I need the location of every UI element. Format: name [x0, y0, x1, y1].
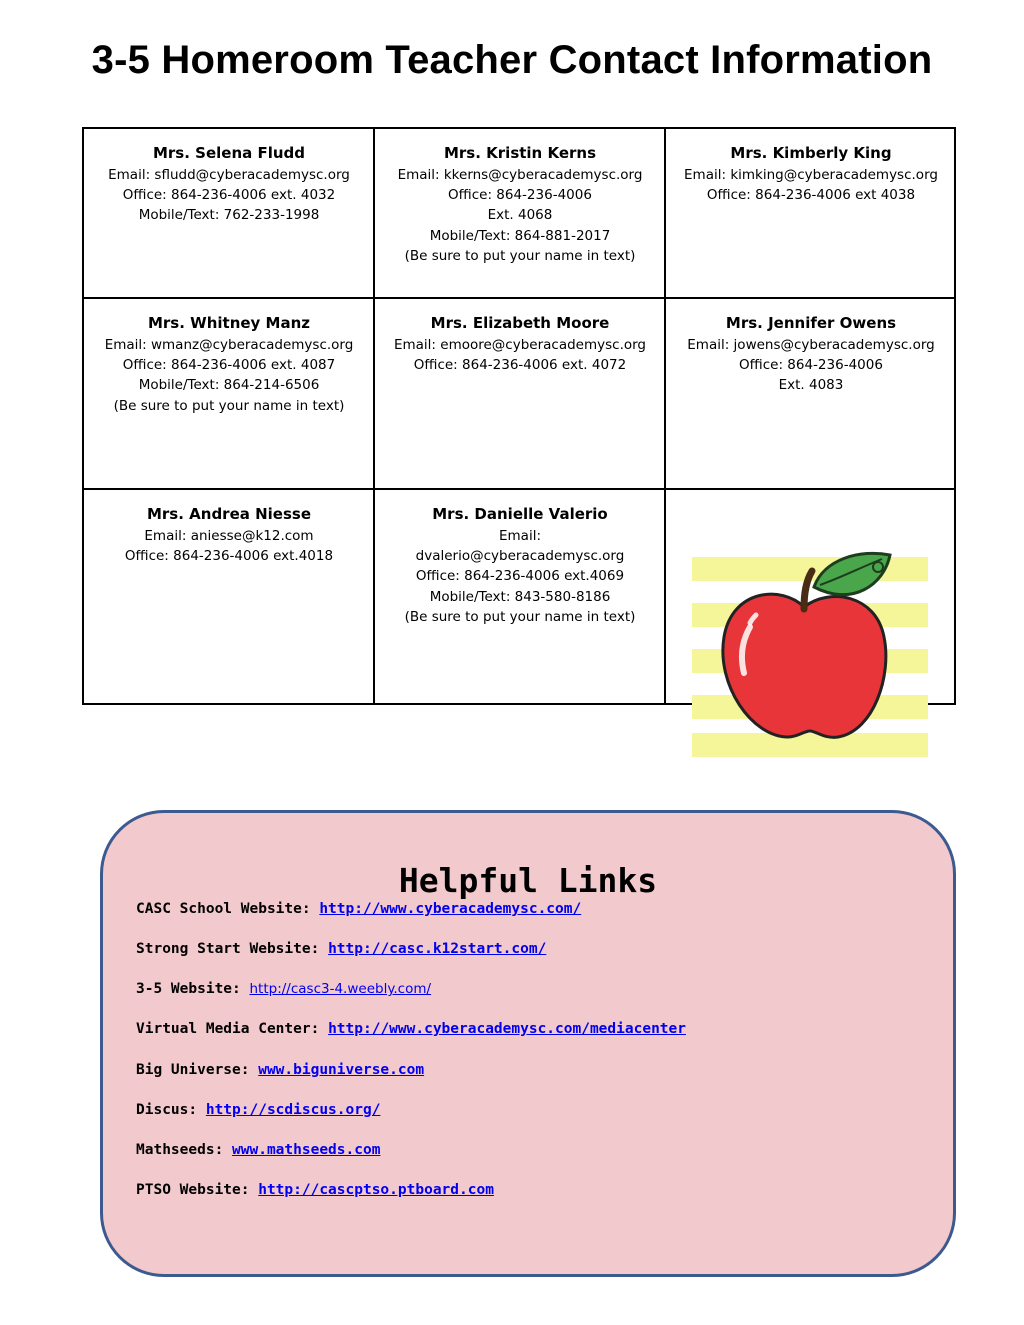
link-ptso-website [136, 1182, 494, 1198]
teacher-email: Email: wmanz@cyberacademysc.org [104, 337, 354, 353]
teacher-name: Mrs. Kristin Kerns [443, 144, 596, 162]
link-url[interactable]: www.mathseeds.com [232, 1142, 381, 1158]
link-label: Virtual Media Center: [136, 1021, 329, 1037]
link-mathseeds [136, 1142, 380, 1158]
teacher-name: Mrs. Kimberly King [730, 144, 892, 162]
teacher-note: (Be sure to put your name in text) [404, 608, 636, 625]
link-url[interactable]: http://casc.k12start.com/ [328, 941, 547, 957]
teacher-note: (Be sure to put your name in text) [113, 397, 345, 414]
teacher-office: Office: 864-236-4006 ext. 4072 [413, 357, 627, 374]
link-strong-start-website [136, 941, 546, 957]
teacher-office: Office: 864-236-4006 ext.4069 [415, 568, 625, 585]
link-label: 3-5 Website: [136, 981, 250, 997]
teacher-name: Mrs. Danielle Valerio [432, 505, 608, 523]
teacher-card-owens [666, 299, 956, 396]
link-label: Mathseeds: [136, 1142, 233, 1158]
teacher-card-moore [375, 299, 665, 375]
link-discus [136, 1102, 380, 1118]
teacher-name: Mrs. Elizabeth Moore [430, 314, 610, 332]
teacher-extension: Ext. 4083 [778, 377, 844, 394]
teacher-card-manz [84, 299, 374, 416]
helpful-links-title: Helpful Links [398, 861, 658, 900]
teacher-office: Office: 864-236-4006 [448, 187, 592, 204]
teacher-mobile: Mobile/Text: 864-881-2017 [429, 227, 611, 244]
link-url[interactable]: http://cascptso.ptboard.com [258, 1182, 494, 1198]
link-url[interactable]: http://casc3-4.weebly.com/ [249, 981, 432, 997]
teacher-office: Office: 864-236-4006 ext 4038 [706, 187, 916, 204]
teacher-extension: Ext. 4068 [487, 207, 553, 224]
link-url[interactable]: http://scdiscus.org/ [205, 1102, 381, 1118]
teacher-mobile: Mobile/Text: 843-580-8186 [429, 588, 611, 605]
link-label: Big Universe: [136, 1062, 259, 1078]
teacher-office: Office: 864-236-4006 ext. 4087 [122, 357, 336, 374]
teacher-name: Mrs. Selena Fludd [152, 144, 306, 162]
link-url[interactable]: http://www.cyberacademysc.com/mediacenter [328, 1021, 686, 1037]
link-url[interactable]: www.biguniverse.com [258, 1062, 425, 1078]
teacher-email: dvalerio@cyberacademysc.org [415, 548, 625, 565]
teacher-card-kerns [375, 129, 665, 266]
link-casc-school-website [136, 901, 581, 917]
teacher-card-valerio [375, 490, 665, 627]
link-label: CASC School Website: [136, 901, 320, 917]
teacher-card-niesse [84, 490, 374, 566]
teacher-email: Email: jowens@cyberacademysc.org [687, 337, 935, 353]
teacher-note: (Be sure to put your name in text) [404, 247, 636, 264]
teacher-email: Email: sfludd@cyberacademysc.org [108, 167, 350, 183]
link-label: Strong Start Website: [136, 941, 329, 957]
teacher-name: Mrs. Andrea Niesse [146, 505, 311, 523]
link-url[interactable]: http://www.cyberacademysc.com/ [319, 901, 582, 917]
teacher-card-king [666, 129, 956, 205]
teacher-email: Email: aniesse@k12.com [144, 528, 314, 544]
teacher-email-label: Email: [498, 528, 541, 544]
teacher-office: Office: 864-236-4006 ext. 4032 [122, 187, 336, 204]
link-virtual-media-center [136, 1021, 686, 1037]
link-big-universe [136, 1062, 424, 1078]
teacher-email: Email: emoore@cyberacademysc.org [393, 337, 647, 353]
teacher-email: Email: kimking@cyberacademysc.org [684, 167, 938, 183]
link-label: PTSO Website: [136, 1182, 259, 1198]
teacher-office: Office: 864-236-4006 [739, 357, 883, 374]
helpful-links-box [100, 810, 956, 1277]
teacher-card-fludd [84, 129, 374, 226]
teacher-name: Mrs. Jennifer Owens [725, 314, 897, 332]
teacher-email: Email: kkerns@cyberacademysc.org [397, 167, 643, 183]
teacher-office: Office: 864-236-4006 ext.4018 [124, 548, 334, 565]
teacher-mobile: Mobile/Text: 864-214-6506 [138, 377, 320, 394]
page-title: 3-5 Homeroom Teacher Contact Information [91, 38, 933, 82]
apple-icon [692, 545, 928, 757]
teacher-name: Mrs. Whitney Manz [147, 314, 311, 332]
link-label: Discus: [136, 1102, 206, 1118]
teacher-mobile: Mobile/Text: 762-233-1998 [138, 207, 320, 224]
link-3-5-website [136, 981, 431, 997]
